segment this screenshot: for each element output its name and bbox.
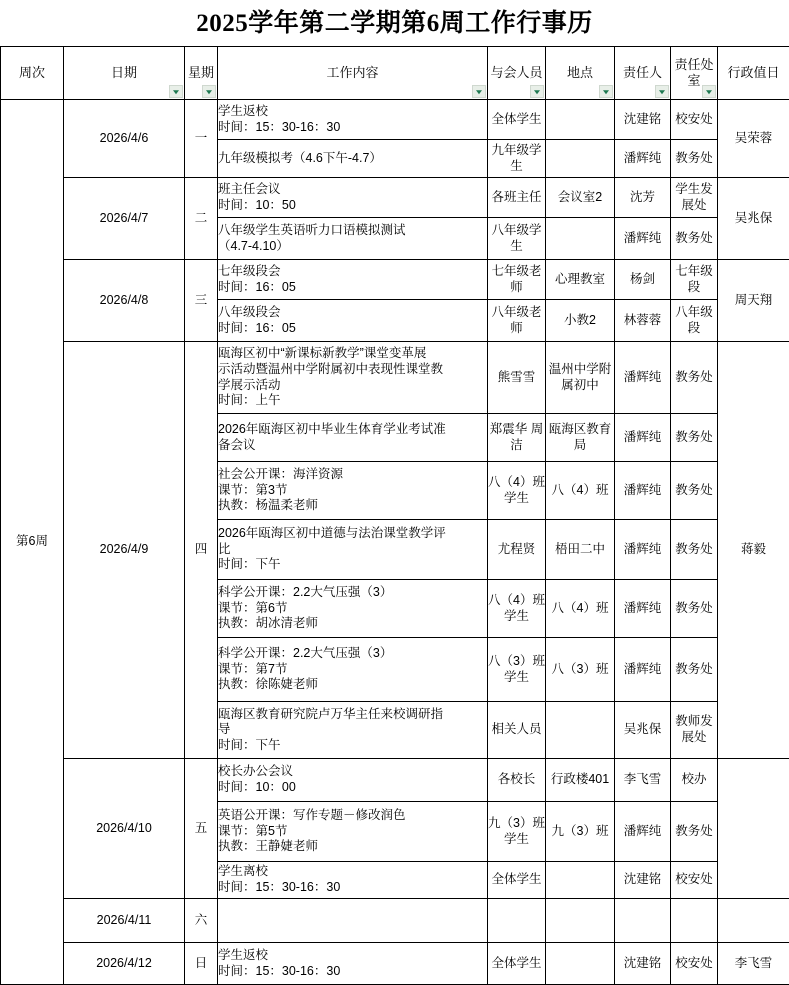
work-content-lines bbox=[218, 585, 487, 632]
location-cell: 小教2 bbox=[546, 300, 615, 342]
department-cell: 八年级段 bbox=[671, 300, 718, 342]
participants-cell: 各班主任 bbox=[488, 178, 546, 218]
filter-dropdown-icon-participants[interactable] bbox=[530, 85, 544, 98]
location-cell: 九（3）班 bbox=[546, 802, 615, 862]
department-cell: 教务处 bbox=[671, 520, 718, 580]
owner-cell: 潘辉纯 bbox=[615, 462, 671, 520]
location-cell bbox=[546, 702, 615, 759]
date-cell: 2026/4/6 bbox=[64, 100, 185, 178]
work-content-line: 导 bbox=[218, 722, 487, 738]
week-number-cell: 第6周 bbox=[1, 100, 64, 985]
work-content-line: 时间：15：30-16：30 bbox=[218, 120, 487, 136]
work-content-lines bbox=[218, 707, 487, 754]
department-cell: 教务处 bbox=[671, 462, 718, 520]
work-content-cell bbox=[218, 260, 488, 300]
date-cell: 2026/4/9 bbox=[64, 342, 185, 759]
weekday-cell: 四 bbox=[185, 342, 218, 759]
table-row bbox=[1, 260, 789, 300]
owner-cell: 沈芳 bbox=[615, 178, 671, 218]
department-cell: 校办 bbox=[671, 759, 718, 802]
participants-cell: 八年级老师 bbox=[488, 300, 546, 342]
owner-cell: 潘辉纯 bbox=[615, 414, 671, 462]
work-content-lines bbox=[218, 305, 487, 336]
header-cell-week bbox=[1, 47, 64, 100]
duty-officer-cell: 周天翔 bbox=[718, 260, 789, 342]
table-row bbox=[1, 899, 789, 943]
participants-cell: 九（3）班学生 bbox=[488, 802, 546, 862]
work-content-lines bbox=[218, 104, 487, 135]
department-cell: 教务处 bbox=[671, 638, 718, 702]
page-title: 2025学年第二学期第6周工作行事历 bbox=[196, 11, 593, 36]
work-content-line: 时间：16：05 bbox=[218, 321, 487, 337]
header-label-participants: 与会人员 bbox=[488, 65, 545, 81]
department-cell: 校安处 bbox=[671, 100, 718, 140]
work-content-line: 学生返校 bbox=[218, 948, 487, 964]
participants-cell: 郑震华 周洁 bbox=[488, 414, 546, 462]
duty-officer-cell: 蒋毅 bbox=[718, 342, 789, 759]
work-content-line: 执教：杨温柔老师 bbox=[218, 498, 487, 514]
participants-cell: 九年级学生 bbox=[488, 140, 546, 178]
duty-officer-cell: 吴兆保 bbox=[718, 178, 789, 260]
header-cell-duty bbox=[718, 47, 789, 100]
participants-cell: 八（4）班学生 bbox=[488, 580, 546, 638]
table-body bbox=[1, 100, 789, 985]
work-content-line: 七年级段会 bbox=[218, 264, 487, 280]
location-cell: 八（4）班 bbox=[546, 580, 615, 638]
work-content-line: 时间：10：00 bbox=[218, 780, 487, 796]
work-content-line: 八年级段会 bbox=[218, 305, 487, 321]
participants-cell bbox=[488, 899, 546, 943]
owner-cell: 潘辉纯 bbox=[615, 218, 671, 260]
weekday-cell: 六 bbox=[185, 899, 218, 943]
participants-cell: 全体学生 bbox=[488, 943, 546, 985]
filter-dropdown-icon-department[interactable] bbox=[702, 85, 716, 98]
header-label-department: 责任处室 bbox=[671, 57, 717, 88]
work-content-line: 社会公开课：海洋资源 bbox=[218, 467, 487, 483]
owner-cell: 林蓉蓉 bbox=[615, 300, 671, 342]
work-content-line: 校长办公会议 bbox=[218, 764, 487, 780]
work-content-line: 科学公开课：2.2大气压强（3） bbox=[218, 646, 487, 662]
work-content-line: 时间：上午 bbox=[218, 393, 487, 409]
department-cell bbox=[671, 899, 718, 943]
work-content-line: 时间：下午 bbox=[218, 738, 487, 754]
page-title-bar bbox=[0, 0, 789, 46]
location-cell: 瓯海区教育局 bbox=[546, 414, 615, 462]
header-cell-participants bbox=[488, 47, 546, 100]
location-cell bbox=[546, 100, 615, 140]
location-cell bbox=[546, 862, 615, 899]
owner-cell: 沈建铭 bbox=[615, 100, 671, 140]
location-cell bbox=[546, 943, 615, 985]
owner-cell: 潘辉纯 bbox=[615, 580, 671, 638]
work-content-cell bbox=[218, 342, 488, 414]
work-content-lines bbox=[218, 808, 487, 855]
work-content-cell bbox=[218, 218, 488, 260]
work-content-lines bbox=[218, 422, 487, 453]
weekday-cell: 日 bbox=[185, 943, 218, 985]
work-content-lines bbox=[218, 646, 487, 693]
work-content-line: 课节：第5节 bbox=[218, 824, 487, 840]
work-content-cell bbox=[218, 802, 488, 862]
location-cell: 会议室2 bbox=[546, 178, 615, 218]
location-cell: 梧田二中 bbox=[546, 520, 615, 580]
duty-officer-cell: 李飞雪 bbox=[718, 943, 789, 985]
table-row bbox=[1, 943, 789, 985]
work-content-line: 课节：第7节 bbox=[218, 662, 487, 678]
location-cell bbox=[546, 899, 615, 943]
date-cell: 2026/4/12 bbox=[64, 943, 185, 985]
header-label-date: 日期 bbox=[64, 65, 184, 81]
work-content-line: 英语公开课：写作专题－修改润色 bbox=[218, 808, 487, 824]
work-content-line: 时间：下午 bbox=[218, 557, 487, 573]
work-content-cell bbox=[218, 899, 488, 943]
owner-cell: 沈建铭 bbox=[615, 943, 671, 985]
work-content-cell bbox=[218, 638, 488, 702]
header-cell-department bbox=[671, 47, 718, 100]
work-content-line: 八年级学生英语听力口语模拟测试 bbox=[218, 223, 487, 239]
work-content-line: 2026年瓯海区初中道德与法治课堂教学评 bbox=[218, 526, 487, 542]
filter-dropdown-icon-weekday[interactable] bbox=[202, 85, 216, 98]
work-content-line: 瓯海区初中“新课标新教学”课堂变革展 bbox=[218, 346, 487, 362]
location-cell: 八（3）班 bbox=[546, 638, 615, 702]
weekday-cell: 二 bbox=[185, 178, 218, 260]
work-content-cell bbox=[218, 862, 488, 899]
work-content-line: 班主任会议 bbox=[218, 182, 487, 198]
department-cell: 校安处 bbox=[671, 862, 718, 899]
work-content-cell bbox=[218, 462, 488, 520]
header-label-content: 工作内容 bbox=[220, 65, 485, 81]
work-content-line: 课节：第6节 bbox=[218, 601, 487, 617]
duty-officer-cell: 吴荣蓉 bbox=[718, 100, 789, 178]
header-label-weekday: 星期 bbox=[185, 65, 217, 81]
department-cell: 教务处 bbox=[671, 414, 718, 462]
table-row bbox=[1, 100, 789, 140]
participants-cell: 各校长 bbox=[488, 759, 546, 802]
work-content-line: （4.7-4.10） bbox=[218, 239, 487, 255]
work-content-cell bbox=[218, 300, 488, 342]
work-content-cell bbox=[218, 520, 488, 580]
weekday-cell: 一 bbox=[185, 100, 218, 178]
work-content-line: 执教：胡冰清老师 bbox=[218, 616, 487, 632]
work-content-lines bbox=[218, 467, 487, 514]
work-content-line: 学展示活动 bbox=[218, 378, 487, 394]
work-content-line: 学生离校 bbox=[218, 864, 487, 880]
work-content-line: 时间：10：50 bbox=[218, 198, 487, 214]
department-cell: 教务处 bbox=[671, 218, 718, 260]
header-cell-date bbox=[64, 47, 185, 100]
table-row bbox=[1, 178, 789, 218]
date-cell: 2026/4/8 bbox=[64, 260, 185, 342]
date-cell: 2026/4/11 bbox=[64, 899, 185, 943]
date-cell: 2026/4/7 bbox=[64, 178, 185, 260]
work-content-line: 课节：第3节 bbox=[218, 483, 487, 499]
table-row bbox=[1, 759, 789, 802]
work-content-cell bbox=[218, 100, 488, 140]
work-content-line: 瓯海区教育研究院卢万华主任来校调研指 bbox=[218, 707, 487, 723]
location-cell bbox=[546, 140, 615, 178]
owner-cell: 吴兆保 bbox=[615, 702, 671, 759]
location-cell: 八（4）班 bbox=[546, 462, 615, 520]
work-content-line: 备会议 bbox=[218, 438, 487, 454]
owner-cell: 潘辉纯 bbox=[615, 342, 671, 414]
filter-dropdown-icon-owner[interactable] bbox=[655, 85, 669, 98]
filter-dropdown-icon-content[interactable] bbox=[472, 85, 486, 98]
header-label-duty: 行政值日 bbox=[718, 65, 789, 81]
participants-cell: 相关人员 bbox=[488, 702, 546, 759]
work-content-lines bbox=[218, 346, 487, 409]
work-content-line: 时间：15：30-16：30 bbox=[218, 964, 487, 980]
owner-cell bbox=[615, 899, 671, 943]
work-content-lines bbox=[218, 864, 487, 895]
participants-cell: 尤程贤 bbox=[488, 520, 546, 580]
location-cell: 温州中学附属初中 bbox=[546, 342, 615, 414]
work-content-line: 科学公开课：2.2大气压强（3） bbox=[218, 585, 487, 601]
owner-cell: 潘辉纯 bbox=[615, 140, 671, 178]
work-content-line: 九年级模拟考（4.6下午-4.7） bbox=[218, 151, 487, 167]
work-content-cell bbox=[218, 178, 488, 218]
owner-cell: 杨剑 bbox=[615, 260, 671, 300]
participants-cell: 全体学生 bbox=[488, 862, 546, 899]
department-cell: 教务处 bbox=[671, 342, 718, 414]
work-content-lines bbox=[218, 948, 487, 979]
work-content-lines bbox=[218, 526, 487, 573]
work-content-line: 时间：15：30-16：30 bbox=[218, 880, 487, 896]
filter-dropdown-icon-location[interactable] bbox=[599, 85, 613, 98]
location-cell: 行政楼401 bbox=[546, 759, 615, 802]
duty-officer-cell bbox=[718, 899, 789, 943]
header-cell-location bbox=[546, 47, 615, 100]
participants-cell: 八（4）班学生 bbox=[488, 462, 546, 520]
weekday-cell: 三 bbox=[185, 260, 218, 342]
table-header-row bbox=[1, 47, 789, 100]
work-content-cell bbox=[218, 759, 488, 802]
location-cell: 心理教室 bbox=[546, 260, 615, 300]
participants-cell: 八年级学生 bbox=[488, 218, 546, 260]
participants-cell: 全体学生 bbox=[488, 100, 546, 140]
header-label-week: 周次 bbox=[1, 65, 63, 81]
participants-cell: 七年级老师 bbox=[488, 260, 546, 300]
participants-cell: 熊雪雪 bbox=[488, 342, 546, 414]
weekday-cell: 五 bbox=[185, 759, 218, 899]
header-cell-content bbox=[218, 47, 488, 100]
department-cell: 教务处 bbox=[671, 580, 718, 638]
work-content-cell bbox=[218, 580, 488, 638]
location-cell bbox=[546, 218, 615, 260]
filter-dropdown-icon-date[interactable] bbox=[169, 85, 183, 98]
participants-cell: 八（3）班学生 bbox=[488, 638, 546, 702]
work-content-cell bbox=[218, 140, 488, 178]
department-cell: 七年级段 bbox=[671, 260, 718, 300]
table-row bbox=[1, 342, 789, 414]
work-content-line: 2026年瓯海区初中毕业生体育学业考试准 bbox=[218, 422, 487, 438]
header-label-owner: 责任人 bbox=[615, 65, 670, 81]
owner-cell: 沈建铭 bbox=[615, 862, 671, 899]
owner-cell: 潘辉纯 bbox=[615, 520, 671, 580]
work-content-line: 执教：王静婕老师 bbox=[218, 839, 487, 855]
work-content-cell bbox=[218, 943, 488, 985]
duty-officer-cell bbox=[718, 759, 789, 899]
owner-cell: 潘辉纯 bbox=[615, 802, 671, 862]
work-content-cell bbox=[218, 702, 488, 759]
work-content-cell bbox=[218, 414, 488, 462]
work-content-lines bbox=[218, 151, 487, 167]
department-cell: 学生发展处 bbox=[671, 178, 718, 218]
owner-cell: 潘辉纯 bbox=[615, 638, 671, 702]
work-content-lines bbox=[218, 764, 487, 795]
department-cell: 校安处 bbox=[671, 943, 718, 985]
header-cell-owner bbox=[615, 47, 671, 100]
work-content-line: 时间：16：05 bbox=[218, 280, 487, 296]
work-content-line: 比 bbox=[218, 542, 487, 558]
date-cell: 2026/4/10 bbox=[64, 759, 185, 899]
header-label-location: 地点 bbox=[546, 65, 614, 81]
work-content-lines bbox=[218, 182, 487, 213]
work-content-line: 示活动暨温州中学附属初中表现性课堂教 bbox=[218, 362, 487, 378]
owner-cell: 李飞雪 bbox=[615, 759, 671, 802]
department-cell: 教师发展处 bbox=[671, 702, 718, 759]
department-cell: 教务处 bbox=[671, 140, 718, 178]
work-content-line: 执教：徐陈婕老师 bbox=[218, 677, 487, 693]
work-content-line: 学生返校 bbox=[218, 104, 487, 120]
header-cell-weekday bbox=[185, 47, 218, 100]
department-cell: 教务处 bbox=[671, 802, 718, 862]
work-calendar-table bbox=[0, 46, 789, 985]
work-content-lines bbox=[218, 223, 487, 254]
work-content-lines bbox=[218, 264, 487, 295]
